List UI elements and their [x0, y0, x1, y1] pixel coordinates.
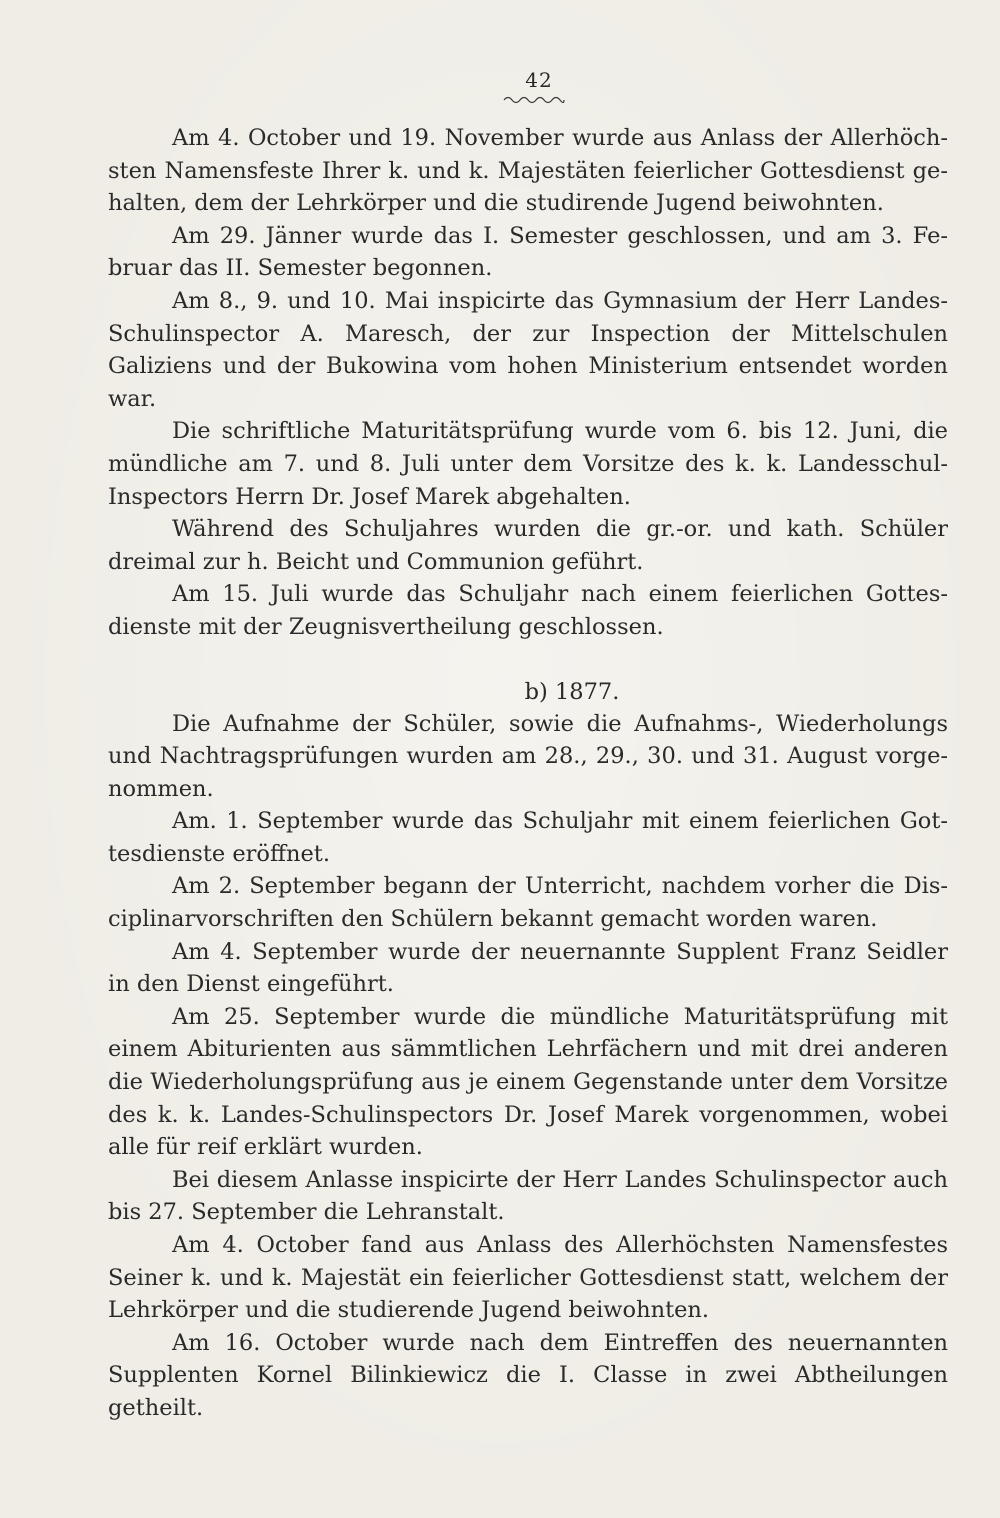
paragraph: Am 4. September wurde der neuernannte Supplent Franz Seidler in den Dienst eingeführt.: [108, 938, 948, 998]
paragraph: Am 15. Juli wurde das Schuljahr nach einem feierlichen Gottesdienste mit der Zeugnisvertheilung geschlossen.: [108, 581, 948, 640]
paragraph: Am 2. September begann der Unterricht, nachdem vorher die Disciplinarvorschriften den Schülern bekannt gemacht worden waren.: [108, 873, 948, 933]
paragraph: Am. 1. September wurde das Schuljahr mit einem feierlichen Gottesdienste eröffnet.: [108, 808, 948, 867]
body-text: [108, 122, 948, 1425]
paragraph: Während des Schuljahres wurden die gr.-or. und kath. Schüler dreimal zur h. Beicht und Communion geführt.: [108, 516, 948, 575]
section-heading: b) 1877.: [524, 678, 620, 705]
paragraph: Am 4. October und 19. November wurde aus Anlass der Allerhöchsten Namensfeste Ihrer k. und k. Majestäten feierlicher Gottesdienst gehalten, dem der Lehrkörper und die studirende Jugend beiwohnten.: [108, 125, 948, 217]
paragraph: Am 25. September wurde die mündliche Maturitätsprüfung mit einem Abiturienten aus sämmtlichen Lehrfächern und mit drei anderen die Wiederholungsprüfung aus je einem Gegenstande unter dem Vorsitze des k. k. Landes-Schulinspectors Dr. Josef Marek vorgenommen, wobei alle für reif erklärt wurden.: [108, 1003, 948, 1161]
paragraph: Die Aufnahme der Schüler, sowie die Aufnahms-, Wiederholungs und Nachtragsprüfungen wurden am 28., 29., 30. und 31. August vorgenommen.: [108, 710, 948, 802]
paragraph: Am 29. Jänner wurde das I. Semester geschlossen, und am 3. Februar das II. Semester begonnen.: [108, 222, 948, 282]
paragraph: Bei diesem Anlasse inspicirte der Herr Landes Schulinspector auch bis 27. September die Lehranstalt.: [108, 1166, 948, 1226]
page-number: 42: [525, 68, 553, 92]
wavy-rule-ornament: [502, 94, 566, 106]
paragraph: Am 8., 9. und 10. Mai inspicirte das Gymnasium der Herr Landes-Schulinspector A. Maresch, der zur Inspection der Mittelschulen Galiziens und der Bukowina vom hohen Ministerium entsendet worden war.: [108, 287, 948, 412]
paragraph: Am 4. October fand aus Anlass des Allerhöchsten Namensfestes Seiner k. und k. Majestät ein feierlicher Gottesdienst statt, welchem der Lehrkörper und die studierende Jugend beiwohnten.: [108, 1232, 948, 1324]
paragraph: Die schriftliche Maturitätsprüfung wurde vom 6. bis 12. Juni, die mündliche am 7. und 8. Juli unter dem Vorsitze des k. k. Landesschul-Inspectors Herrn Dr. Josef Marek abgehalten.: [108, 418, 948, 510]
paragraph: Am 16. October wurde nach dem Eintreffen des neuernannten Supplenten Kornel Bilinkiewicz die I. Classe in zwei Abtheilungen getheilt.: [108, 1329, 948, 1421]
